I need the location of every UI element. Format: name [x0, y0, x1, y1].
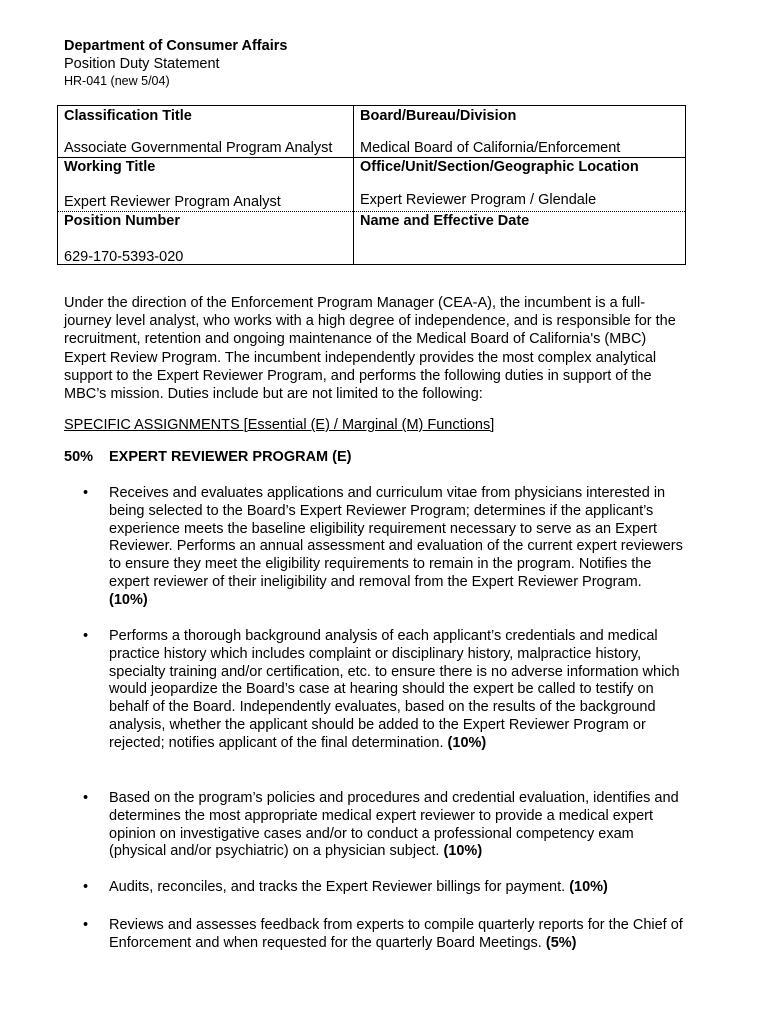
table-row-divider-dotted: [58, 211, 685, 212]
bullet-icon: •: [83, 485, 89, 501]
list-item: [83, 879, 683, 897]
list-item: [83, 628, 683, 753]
intro-paragraph: Under the direction of the Enforcement Program Manager (CEA-A), the incumbent is a full-journey level analyst, who works with a high degree of independence, and is responsible for the recruitment, retention and ongoing maintenance of the Medical Board of California's (MBC) Expert Review Program. The incumbent independently provides the most complex analytical support to the Expert Reviewer Program, and performs the following duties in support of the MBC’s mission. Duties include but are not limited to the following:: [64, 295, 676, 403]
classification-title-label: Classification Title: [64, 108, 192, 124]
working-title-value: Expert Reviewer Program Analyst: [64, 194, 281, 210]
working-title-label: Working Title: [64, 159, 156, 175]
table-row-divider: [58, 157, 685, 158]
department-heading: Department of Consumer Affairs: [64, 38, 288, 54]
list-item: [83, 485, 683, 610]
position-number-value: 629-170-5393-020: [64, 249, 184, 265]
office-location-label: Office/Unit/Section/Geographic Location: [360, 159, 639, 175]
bullet-icon: •: [83, 879, 89, 895]
section-percent: 50%: [64, 449, 94, 465]
board-bureau-division-value: Medical Board of California/Enforcement: [360, 140, 621, 156]
office-location-value: Expert Reviewer Program / Glendale: [360, 192, 597, 208]
form-title: Position Duty Statement: [64, 56, 220, 72]
position-number-label: Position Number: [64, 213, 181, 229]
list-item-text: Based on the program’s policies and procedures and credential evaluation, identifies and determines the most appropriate medical expert reviewer to provide a medical expert opinion on investigative cases and/or to conduct a professional competency exam (physical and/or psychiatric) on a physician subject. (10%): [109, 790, 679, 860]
form-number: HR-041 (new 5/04): [64, 74, 170, 88]
name-effective-date-label: Name and Effective Date: [360, 213, 530, 229]
table-column-divider: [353, 106, 354, 264]
bullet-icon: •: [83, 628, 89, 644]
list-item: [83, 790, 683, 861]
bullet-icon: •: [83, 917, 89, 933]
list-item-text: Audits, reconciles, and tracks the Expert Reviewer billings for payment. (10%): [109, 879, 608, 895]
classification-title-value: Associate Governmental Program Analyst: [64, 140, 333, 156]
list-item: [83, 917, 683, 953]
section-heading: [64, 449, 352, 465]
bullet-icon: •: [83, 790, 89, 806]
list-item-text: Receives and evaluates applications and curriculum vitae from physicians interested in being selected to the Board’s Expert Reviewer Program; determines if the applicant’s experience meets the baseline eligibility requirement necessary to serve as an Expert Reviewer. Performs an annual assessment and evaluation of the current expert reviewers to ensure they meet the eligibility requirements to remain in the program. Notifies the expert reviewer of their ineligibility and removal from the Expert Reviewer Program. (10%): [109, 485, 683, 608]
list-item-text: Performs a thorough background analysis of each applicant’s credentials and medical practice history which includes complaint or disciplinary history, malpractice history, specialty training and/or certification, etc. to ensure there is no adverse information which would jeopardize the Board’s case at hearing should the expert be called to testify on behalf of the Board. Independently evaluates, based on the results of the background analysis, whether the applicant should be added to the Expert Reviewer Program or rejected; notifies applicant of the final determination. (10%): [109, 628, 680, 751]
section-title: EXPERT REVIEWER PROGRAM (E): [109, 449, 352, 465]
board-bureau-division-label: Board/Bureau/Division: [360, 108, 517, 124]
specific-assignments-heading: SPECIFIC ASSIGNMENTS [Essential (E) / Marginal (M) Functions]: [64, 417, 495, 433]
position-info-table: [57, 105, 686, 265]
list-item-text: Reviews and assesses feedback from experts to compile quarterly reports for the Chief of Enforcement and when requested for the quarterly Board Meetings. (5%): [109, 917, 683, 951]
